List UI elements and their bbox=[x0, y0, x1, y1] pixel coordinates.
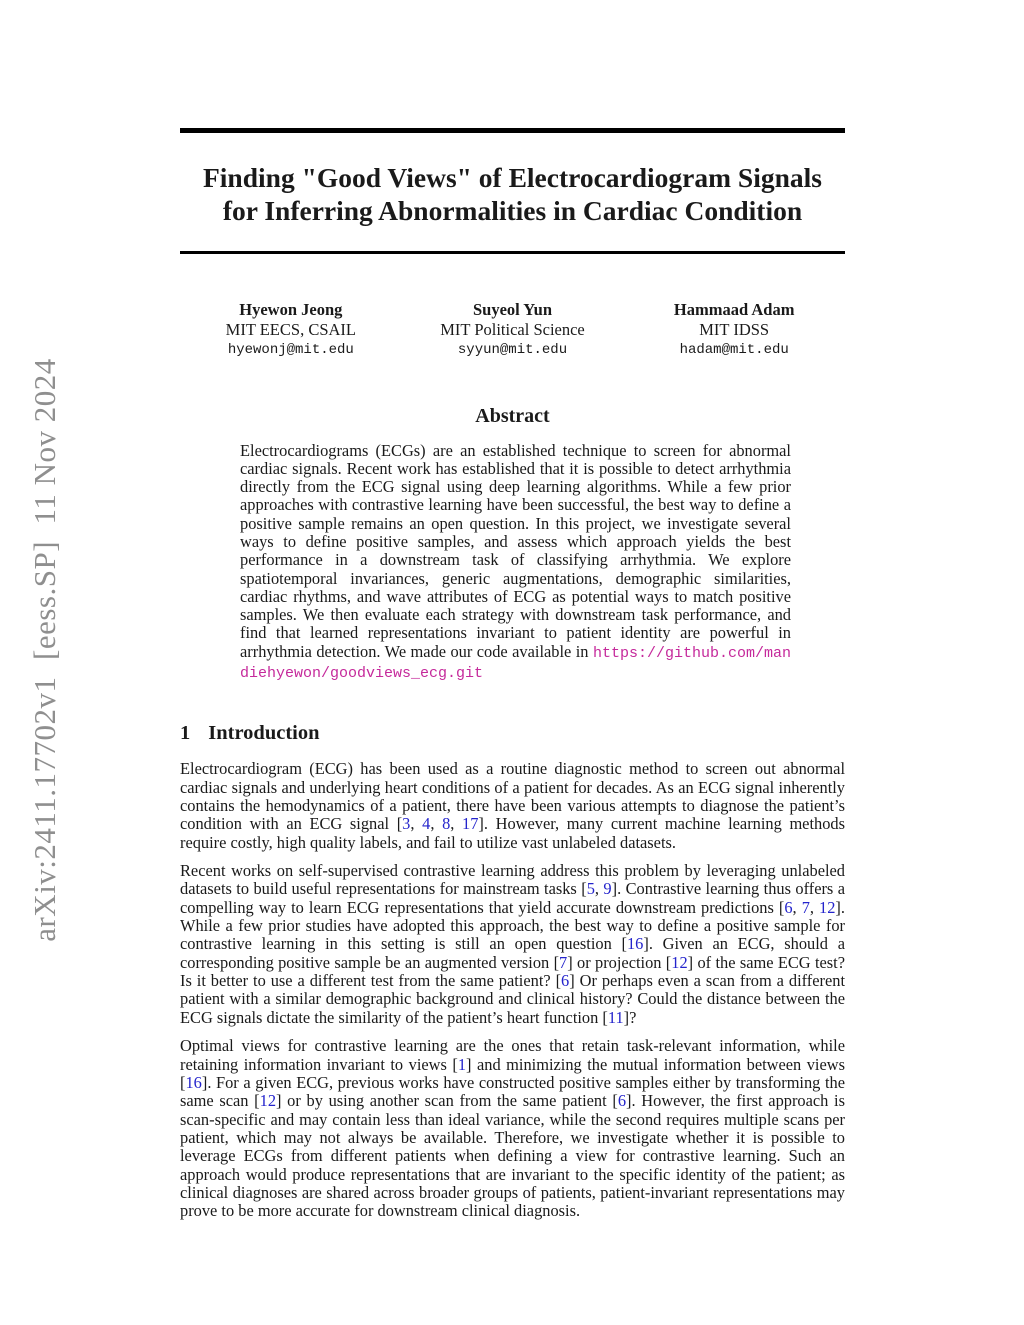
citation-link[interactable]: 6 bbox=[617, 1091, 627, 1111]
paragraph-text: ] or by using another scan from the same patient [ bbox=[276, 1091, 618, 1111]
citation-link[interactable]: 9 bbox=[603, 879, 612, 899]
citation-link[interactable]: 16 bbox=[185, 1072, 202, 1092]
paragraph-text: Recent works on self-supervised contrastive learning address this problem by leveraging unlabeled datasets to build useful representations for mainstream tasks [ bbox=[180, 861, 845, 899]
paragraph-text: , bbox=[410, 814, 423, 834]
author-name: Hammaad Adam bbox=[673, 299, 795, 319]
paragraph-text: , bbox=[594, 879, 604, 899]
paragraph-text: ] Or perhaps even a scan from a different patient with a similar demographic background and clinical history? Could the distance between the ECG signals dictate the similarity of the patient’s heart function [ bbox=[180, 971, 845, 1027]
citation-link[interactable]: 6 bbox=[784, 897, 793, 917]
author-card bbox=[402, 300, 624, 360]
citation-link[interactable]: 17 bbox=[462, 814, 479, 834]
paragraph-text: ] and minimizing the mutual information between views [ bbox=[180, 1054, 845, 1092]
paper-title: Finding "Good Views" of Electrocardiogram Signals for Inferring Abnormalities in Cardiac Condition bbox=[202, 162, 822, 226]
author-card bbox=[623, 300, 845, 360]
paragraph-text: ]. For a given ECG, previous works have constructed positive samples either by transforming the same scan [ bbox=[180, 1072, 845, 1111]
citation-link[interactable]: 7 bbox=[801, 897, 810, 917]
github-repo-link[interactable]: https://github.com/mandiehyewon/goodviews_ecg.git bbox=[240, 644, 791, 683]
paragraph-text: ]. While a few prior studies have adopted this approach, the best way to define a positive sample for contrastive learning in this setting is still an open question [ bbox=[180, 897, 845, 954]
author-card bbox=[180, 300, 402, 360]
paragraph-text: ]. Contrastive learning thus offers a compelling way to learn ECG representations that yield accurate downstream predictions [ bbox=[180, 879, 845, 917]
intro-paragraph-1 bbox=[180, 760, 845, 852]
intro-paragraph-2 bbox=[180, 862, 845, 1027]
intro-paragraph-3 bbox=[180, 1037, 845, 1220]
paragraph-text: Optimal views for contrastive learning are the ones that retain task-relevant information, while retaining information invariant to views [ bbox=[180, 1036, 845, 1074]
author-email: hadam@mit.edu bbox=[679, 341, 789, 358]
page-body bbox=[180, 0, 845, 1221]
paragraph-text: ] of the same ECG test? Is it better to use a different test from the same patient? [ bbox=[180, 952, 845, 991]
paragraph-text: , bbox=[809, 897, 820, 917]
citation-link[interactable]: 5 bbox=[586, 879, 595, 899]
paragraph-text: , bbox=[430, 814, 443, 834]
title-rule-bottom bbox=[180, 251, 845, 254]
paragraph-text: , bbox=[792, 897, 802, 917]
abstract-text bbox=[240, 442, 791, 684]
citation-link[interactable]: 1 bbox=[457, 1054, 467, 1074]
citation-link[interactable]: 7 bbox=[559, 952, 568, 972]
paragraph-text: Electrocardiogram (ECG) has been used as a routine diagnostic method to screen out abnormal cardiac signals and underlying heart conditions of a patient for decades. As an ECG signal inherently contains the hemodynamics of a patient, there have been various attempts to diagnose the patient’s condition with an ECG signal [ bbox=[180, 759, 845, 834]
paragraph-text: ]? bbox=[623, 1007, 637, 1027]
section-number: 1 bbox=[180, 722, 191, 745]
citation-link[interactable]: 3 bbox=[402, 814, 411, 834]
author-affiliation: MIT EECS, CSAIL bbox=[225, 319, 356, 339]
author-email: syyun@mit.edu bbox=[457, 341, 568, 358]
section-heading-introduction bbox=[180, 721, 845, 745]
citation-link[interactable]: 4 bbox=[422, 814, 431, 834]
abstract-heading: Abstract bbox=[475, 404, 550, 427]
author-name: Suyeol Yun bbox=[472, 299, 553, 319]
section-title: Introduction bbox=[208, 722, 320, 745]
paragraph-text: ]. However, many current machine learning methods require costly, high quality labels, and fail to utilize vast unlabeled datasets. bbox=[180, 814, 845, 852]
citation-link[interactable]: 12 bbox=[671, 952, 688, 972]
paragraph-text: ] or projection [ bbox=[567, 952, 672, 972]
author-affiliation: MIT Political Science bbox=[440, 319, 585, 339]
citation-link[interactable]: 6 bbox=[561, 971, 570, 991]
author-affiliation: MIT IDSS bbox=[699, 319, 770, 339]
arxiv-watermark: arXiv:2411.17702v1 [eess.SP] 11 Nov 2024 bbox=[27, 358, 62, 942]
abstract-body-text: Electrocardiograms (ECGs) are an established technique to screen for abnormal cardiac signals. Recent work has established that it is possible to detect arrhythmia directly from the ECG signal using deep learning algorithms. While a few prior approaches with contrastive learning have been successful, the best way to define a positive sample remains an open question. In this project, we investigate several ways to define positive samples, and assess which approach yields the best performance in a downstream task of classifying arrhythmia. We explore spatiotemporal invariances, generic augmentations, demographic similarities, cardiac rhythms, and wave attributes of ECG as potential ways to match positive samples. We then evaluate each strategy with downstream task performance, and find that learned representations invariant to patient identity are powerful in arrhythmia detection. We made our code available in bbox=[240, 440, 791, 661]
citation-link[interactable]: 8 bbox=[442, 814, 451, 834]
title-rule-top bbox=[180, 128, 845, 133]
citation-link[interactable]: 12 bbox=[259, 1091, 277, 1111]
author-email: hyewonj@mit.edu bbox=[227, 341, 354, 358]
citation-link[interactable]: 16 bbox=[626, 934, 644, 954]
authors-block bbox=[180, 300, 845, 360]
paragraph-text: ]. However, the first approach is scan-specific and may contain less than ideal variance, while the second requires multiple scans per patient, which may not always be available. Therefore, we investigate whether it is possible to leverage ECGs from different patients when defining a view for contrastive learning. Such an approach would produce representations that are invariant to the specific identity of the patient; as clinical diagnoses are shared across broader groups of patients, patient-invariant representations may prove to be more accurate for downstream clinical diagnosis. bbox=[180, 1091, 845, 1221]
paragraph-text: , bbox=[450, 814, 463, 834]
citation-link[interactable]: 12 bbox=[819, 897, 836, 917]
paragraph-text: ]. Given an ECG, should a corresponding positive sample be an augmented version [ bbox=[180, 934, 845, 972]
citation-link[interactable]: 11 bbox=[607, 1007, 624, 1027]
author-name: Hyewon Jeong bbox=[239, 299, 343, 319]
